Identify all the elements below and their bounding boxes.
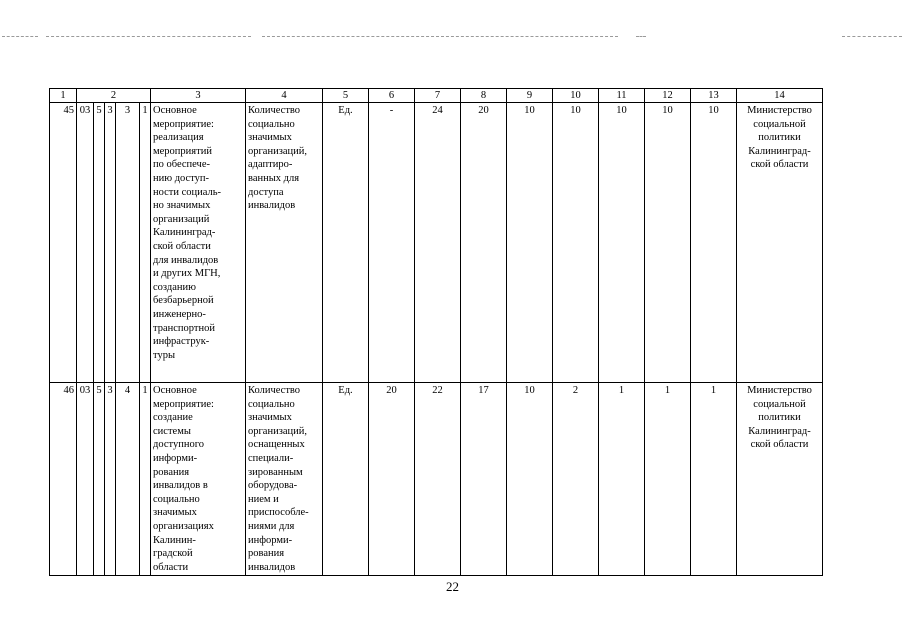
column-number: 8 [461, 89, 507, 103]
code-segment: 03 [77, 103, 94, 383]
value-cell: 10 [507, 103, 553, 383]
row-number: 45 [50, 103, 77, 383]
row-number: 46 [50, 383, 77, 576]
event-description: Основное мероприятие: реализация мероприятий по обеспече- нию доступ- ности социаль- но значимых организаций Калининград- ской области для инвалидов и других МГН, созданию безбарьерной инженерно- транспортной инфраструк- туры [151, 103, 246, 383]
column-number: 6 [369, 89, 415, 103]
code-segment: 3 [105, 383, 116, 576]
unit-cell: Ед. [323, 103, 369, 383]
scan-edge-line [636, 36, 646, 37]
column-number: 4 [246, 89, 323, 103]
value-cell: 10 [691, 103, 737, 383]
column-number: 14 [737, 89, 823, 103]
code-segment: 3 [105, 103, 116, 383]
column-number-row [50, 89, 823, 103]
scan-edge-line [842, 36, 902, 37]
executor-cell: Министерство социальной политики Калининград- ской области [737, 103, 823, 383]
column-number: 3 [151, 89, 246, 103]
scan-edge-line [46, 36, 251, 37]
scan-edge-line [262, 36, 618, 37]
column-number: 13 [691, 89, 737, 103]
value-cell: 10 [645, 103, 691, 383]
table-row [50, 103, 823, 383]
code-segment: 3 [116, 103, 140, 383]
value-cell: 22 [415, 383, 461, 576]
indicator-description: Количество социально значимых организаций, адаптиро- ванных для доступа инвалидов [246, 103, 323, 383]
code-segment: 1 [140, 383, 151, 576]
column-number: 5 [323, 89, 369, 103]
code-segment: 4 [116, 383, 140, 576]
value-cell: 2 [553, 383, 599, 576]
code-segment: 5 [94, 383, 105, 576]
unit-cell: Ед. [323, 383, 369, 576]
value-cell: 1 [691, 383, 737, 576]
table-row [50, 383, 823, 576]
value-cell: 20 [461, 103, 507, 383]
column-number: 9 [507, 89, 553, 103]
code-segment: 1 [140, 103, 151, 383]
column-number: 11 [599, 89, 645, 103]
value-cell: 17 [461, 383, 507, 576]
code-segment: 5 [94, 103, 105, 383]
column-number: 7 [415, 89, 461, 103]
value-cell: 10 [507, 383, 553, 576]
value-cell: 10 [599, 103, 645, 383]
value-cell: 1 [645, 383, 691, 576]
column-number: 1 [50, 89, 77, 103]
program-activities-table [49, 88, 823, 576]
indicator-description: Количество социально значимых организаций, оснащенных специали- зированным оборудова- нием и приспособле- ниями для информи- рования инвалидов [246, 383, 323, 576]
value-cell: 24 [415, 103, 461, 383]
column-number: 2 [77, 89, 151, 103]
value-cell: 20 [369, 383, 415, 576]
executor-cell: Министерство социальной политики Калининград- ской области [737, 383, 823, 576]
event-description: Основное мероприятие: создание системы доступного информи- рования инвалидов в социально значимых организациях Калинин- градской области [151, 383, 246, 576]
value-cell: 10 [553, 103, 599, 383]
column-number: 10 [553, 89, 599, 103]
value-cell: - [369, 103, 415, 383]
value-cell: 1 [599, 383, 645, 576]
scan-edge-line [2, 36, 38, 37]
page-number: 22 [446, 579, 459, 594]
code-segment: 03 [77, 383, 94, 576]
column-number: 12 [645, 89, 691, 103]
